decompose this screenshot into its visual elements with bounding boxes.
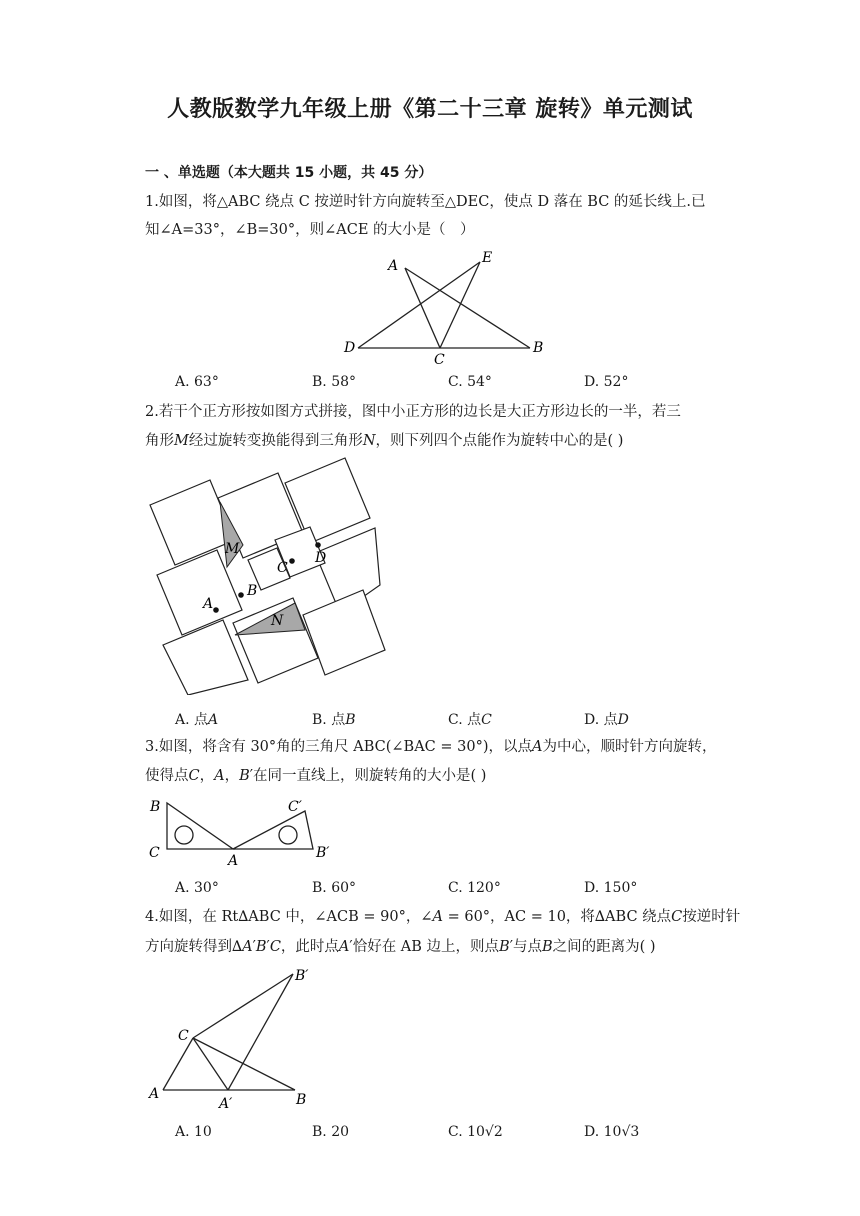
q1-label-e: E — [482, 250, 493, 266]
q1-label-c: C — [434, 352, 445, 366]
q4-label-b: B — [296, 1092, 307, 1108]
q1-option-b[interactable]: B. 58° — [312, 374, 357, 390]
q2-label-c: C — [277, 560, 288, 576]
q2-label-a: A — [203, 596, 214, 612]
q1-option-d[interactable]: D. 52° — [584, 374, 629, 390]
q1-text-line2: 知∠A=33°，∠B=30°，则∠ACE 的大小是（ ） — [145, 222, 475, 238]
q1-option-c[interactable]: C. 54° — [448, 374, 492, 390]
q2-label-m: M — [225, 541, 240, 557]
q1-text-line1: 1.如图，将△ABC 绕点 C 按逆时针方向旋转至△DEC，使点 D 落在 BC 的延长线上.已 — [145, 194, 706, 210]
q2-label-b: B — [247, 583, 258, 599]
q2-text-line1: 2.若干个正方形按如图方式拼接，图中小正方形的边长是大正方形边长的一半，若三 — [145, 404, 681, 420]
q3-label-b: B — [150, 799, 161, 815]
q1-option-a[interactable]: A. 63° — [175, 374, 219, 390]
q3-option-b[interactable]: B. 60° — [312, 880, 357, 896]
q2-label-d: D — [315, 550, 327, 566]
q1-figure — [340, 248, 555, 366]
q1-label-a: A — [388, 258, 399, 274]
q2-text-line2: 角形𝑀经过旋转变换能得到三角形𝑁，则下列四个点能作为旋转中心的是( ) — [145, 433, 624, 449]
q3-label-c-prime: C′ — [288, 799, 302, 815]
q3-label-b-prime: B′ — [316, 845, 330, 861]
q4-label-a: A — [149, 1086, 160, 1102]
section-heading: 一 、单选题（本大题共 15 小题，共 45 分） — [145, 165, 433, 181]
q2-option-a[interactable]: A. 点𝐴 — [175, 712, 219, 728]
q2-option-d[interactable]: D. 点𝐷 — [584, 712, 629, 728]
q4-option-a[interactable]: A. 10 — [175, 1124, 212, 1140]
q3-option-d[interactable]: D. 150° — [584, 880, 638, 896]
q4-label-b-prime: B′ — [295, 968, 309, 984]
q4-option-c[interactable]: C. 10√2 — [448, 1124, 503, 1140]
q4-option-d[interactable]: D. 10√3 — [584, 1124, 640, 1140]
q4-option-b[interactable]: B. 20 — [312, 1124, 350, 1140]
q4-label-a-prime: A′ — [219, 1096, 233, 1110]
q2-label-n: N — [271, 613, 284, 629]
q4-figure — [145, 962, 325, 1110]
q3-label-a: A — [228, 853, 239, 867]
q3-option-c[interactable]: C. 120° — [448, 880, 501, 896]
q4-text-line1: 4.如图，在 Rt∆ABC 中，∠ACB = 90°，∠𝐴 = 60°，AC = 10，将∆ABC 绕点𝐶按逆时针 — [145, 909, 741, 925]
q4-label-c: C — [178, 1028, 189, 1044]
q3-figure — [145, 795, 340, 867]
page-title: 人教版数学九年级上册《第二十三章 旋转》单元测试 — [167, 97, 693, 122]
q4-text-line2: 方向旋转得到∆𝐴′𝐵′𝐶，此时点𝐴′恰好在 AB 边上，则点𝐵′与点𝐵之间的距离为( ) — [145, 939, 656, 955]
q3-text-line1: 3.如图，将含有 30°角的三角尺 ABC(∠BAC = 30°)，以点𝐴为中心，顺时针方向旋转， — [145, 739, 717, 755]
q2-figure — [145, 455, 390, 695]
q1-label-b: B — [533, 340, 544, 356]
q3-text-line2: 使得点𝐶，𝐴，𝐵′在同一直线上，则旋转角的大小是( ) — [145, 768, 487, 784]
q3-option-a[interactable]: A. 30° — [175, 880, 219, 896]
q2-option-b[interactable]: B. 点𝐵 — [312, 712, 356, 728]
q1-label-d: D — [344, 340, 356, 356]
q3-label-c: C — [149, 845, 160, 861]
q2-option-c[interactable]: C. 点𝐶 — [448, 712, 492, 728]
